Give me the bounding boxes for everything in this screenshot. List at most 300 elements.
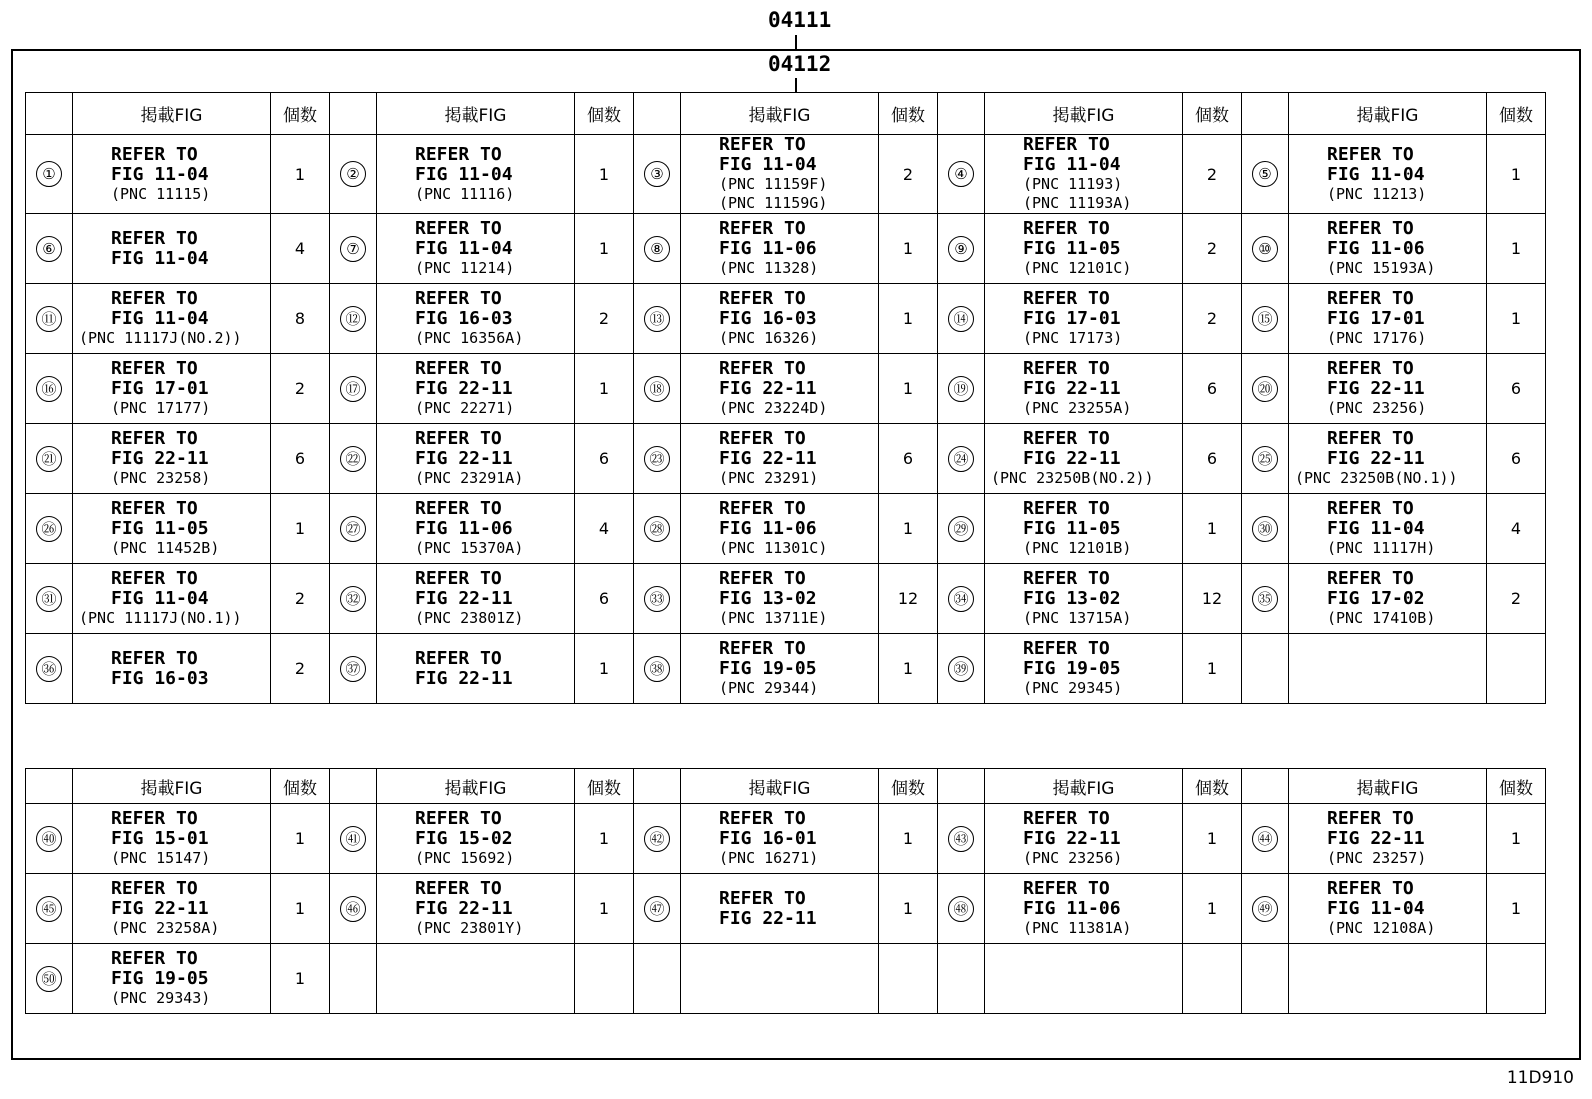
refer-to-label: REFER TO xyxy=(415,808,502,829)
reference-cell xyxy=(1289,424,1487,494)
quantity: 1 xyxy=(879,804,938,874)
pnc-code: (PNC 17410B) xyxy=(1327,609,1436,627)
pnc-code: (PNC 11115) xyxy=(111,184,211,203)
reference-cell xyxy=(681,874,879,944)
item-number-cell xyxy=(1242,874,1289,944)
pnc-code: (PNC 23224D) xyxy=(719,399,828,417)
fig-reference: FIG 19-05 xyxy=(111,968,209,989)
refer-to-label: REFER TO xyxy=(111,358,198,379)
header-number-cell xyxy=(26,93,73,135)
reference-cell xyxy=(73,135,271,214)
header-fig: 掲載FIG xyxy=(73,769,271,804)
quantity: 1 xyxy=(1487,284,1546,354)
item-number-cell xyxy=(938,354,985,424)
item-number-cell xyxy=(938,494,985,564)
reference-cell xyxy=(985,874,1183,944)
refer-to-label: REFER TO xyxy=(719,638,806,659)
item-number-cell xyxy=(634,214,681,284)
quantity: 6 xyxy=(879,424,938,494)
pnc-code: (PNC 15370A) xyxy=(415,539,524,557)
fig-reference: FIG 22-11 xyxy=(415,378,513,399)
quantity: 1 xyxy=(879,494,938,564)
item-number-badge: ㊺ xyxy=(36,896,62,922)
reference-cell xyxy=(1289,284,1487,354)
fig-reference: FIG 11-06 xyxy=(1023,898,1121,919)
item-number-cell xyxy=(330,135,377,214)
fig-reference: FIG 16-03 xyxy=(415,308,513,329)
quantity: 1 xyxy=(271,874,330,944)
header-number-cell xyxy=(938,93,985,135)
item-number-cell xyxy=(26,284,73,354)
pnc-code: (PNC 13711E) xyxy=(719,609,828,627)
pnc-code: (PNC 23801Z) xyxy=(415,609,524,627)
item-number-cell xyxy=(938,944,985,1014)
quantity: 1 xyxy=(1487,874,1546,944)
quantity: 8 xyxy=(271,284,330,354)
refer-to-label: REFER TO xyxy=(1023,358,1110,379)
header-number-cell xyxy=(330,769,377,804)
refer-to-label: REFER TO xyxy=(1327,498,1414,519)
fig-reference: FIG 22-11 xyxy=(111,898,209,919)
quantity: 1 xyxy=(1487,804,1546,874)
fig-reference: FIG 11-04 xyxy=(111,308,209,329)
quantity: 6 xyxy=(1183,424,1242,494)
item-number-badge: ⑤ xyxy=(1252,161,1278,187)
reference-cell xyxy=(1289,214,1487,284)
item-number-badge: ㊾ xyxy=(1252,896,1278,922)
item-number-cell xyxy=(634,634,681,704)
refer-to-label: REFER TO xyxy=(1023,498,1110,519)
quantity: 1 xyxy=(271,135,330,214)
header-qty: 個数 xyxy=(271,93,330,135)
fig-reference: FIG 16-01 xyxy=(719,828,817,849)
reference-cell xyxy=(73,424,271,494)
reference-table-1 xyxy=(25,92,1546,704)
pnc-code: (PNC 11213) xyxy=(1327,184,1427,203)
quantity: 1 xyxy=(1183,874,1242,944)
fig-reference: FIG 22-11 xyxy=(1023,828,1121,849)
refer-to-label: REFER TO xyxy=(415,568,502,589)
refer-to-label: REFER TO xyxy=(111,143,198,165)
item-number-badge: ㉒ xyxy=(340,446,366,472)
header-number-cell xyxy=(634,93,681,135)
item-number-badge: ㊽ xyxy=(948,896,974,922)
reference-cell xyxy=(1289,634,1487,704)
header-number-cell xyxy=(26,769,73,804)
header-qty: 個数 xyxy=(271,769,330,804)
part-number-top: 04111 xyxy=(768,8,832,32)
fig-reference: FIG 16-03 xyxy=(111,667,209,689)
fig-reference: FIG 11-05 xyxy=(1023,518,1121,539)
reference-cell xyxy=(377,634,575,704)
refer-to-label: REFER TO xyxy=(719,358,806,379)
refer-to-label: REFER TO xyxy=(1327,358,1414,379)
fig-reference: FIG 22-11 xyxy=(415,588,513,609)
header-fig: 掲載FIG xyxy=(1289,769,1487,804)
quantity: 1 xyxy=(1183,494,1242,564)
fig-reference: FIG 22-11 xyxy=(1023,448,1121,469)
item-number-cell xyxy=(1242,944,1289,1014)
header-row xyxy=(26,769,1546,804)
header-fig: 掲載FIG xyxy=(377,769,575,804)
refer-to-label: REFER TO xyxy=(1327,218,1414,239)
fig-reference: FIG 11-04 xyxy=(1327,518,1425,539)
item-number-badge: ㉟ xyxy=(1252,586,1278,612)
pnc-code: (PNC 29344) xyxy=(719,679,819,697)
fig-reference: FIG 11-04 xyxy=(719,154,817,175)
pnc-code: (PNC 11117H) xyxy=(1327,539,1436,557)
item-number-cell xyxy=(26,874,73,944)
refer-to-label: REFER TO xyxy=(415,358,502,379)
quantity: 2 xyxy=(879,135,938,214)
reference-cell xyxy=(377,874,575,944)
refer-to-label: REFER TO xyxy=(1023,808,1110,829)
refer-to-label: REFER TO xyxy=(719,134,806,155)
reference-cell xyxy=(985,284,1183,354)
reference-cell xyxy=(985,424,1183,494)
fig-reference: FIG 22-11 xyxy=(719,448,817,469)
fig-reference: FIG 11-06 xyxy=(415,518,513,539)
refer-to-label: REFER TO xyxy=(1023,218,1110,239)
fig-reference: FIG 22-11 xyxy=(1327,828,1425,849)
header-qty: 個数 xyxy=(575,93,634,135)
quantity: 2 xyxy=(1183,284,1242,354)
header-row xyxy=(26,93,1546,135)
pnc-code: (PNC 11117J(NO.1)) xyxy=(79,609,242,627)
header-number-cell xyxy=(634,769,681,804)
item-number-cell xyxy=(634,284,681,354)
table-row xyxy=(26,284,1546,354)
item-number-badge: ㉔ xyxy=(948,446,974,472)
quantity: 4 xyxy=(271,214,330,284)
refer-to-label: REFER TO xyxy=(1023,288,1110,309)
pnc-code: (PNC 11117J(NO.2)) xyxy=(79,329,242,347)
item-number-cell xyxy=(1242,494,1289,564)
refer-to-label: REFER TO xyxy=(111,647,198,669)
quantity: 6 xyxy=(1487,354,1546,424)
reference-cell xyxy=(681,354,879,424)
fig-reference: FIG 13-02 xyxy=(719,588,817,609)
item-number-cell xyxy=(330,354,377,424)
fig-reference: FIG 11-04 xyxy=(111,588,209,609)
quantity: 1 xyxy=(575,804,634,874)
reference-cell xyxy=(1289,944,1487,1014)
item-number-badge: ⑬ xyxy=(644,306,670,332)
item-number-cell xyxy=(634,944,681,1014)
table-row xyxy=(26,214,1546,284)
item-number-cell xyxy=(634,135,681,214)
quantity: 12 xyxy=(1183,564,1242,634)
item-number-badge: ⑭ xyxy=(948,306,974,332)
reference-cell xyxy=(1289,354,1487,424)
item-number-badge: ④ xyxy=(948,161,974,187)
item-number-cell xyxy=(634,804,681,874)
quantity: 1 xyxy=(1183,804,1242,874)
reference-cell xyxy=(377,944,575,1014)
reference-cell xyxy=(73,284,271,354)
pnc-code: (PNC 11301C) xyxy=(719,539,828,557)
item-number-cell xyxy=(330,944,377,1014)
pnc-code: (PNC 15692) xyxy=(415,849,515,867)
header-qty: 個数 xyxy=(879,769,938,804)
item-number-badge: ⑫ xyxy=(340,306,366,332)
reference-cell xyxy=(1289,874,1487,944)
fig-reference: FIG 16-03 xyxy=(719,308,817,329)
quantity: 1 xyxy=(271,944,330,1014)
item-number-cell xyxy=(1242,354,1289,424)
reference-cell xyxy=(377,354,575,424)
quantity: 6 xyxy=(271,424,330,494)
fig-reference: FIG 11-04 xyxy=(111,163,209,185)
reference-cell xyxy=(1289,804,1487,874)
table-row xyxy=(26,874,1546,944)
quantity: 1 xyxy=(575,214,634,284)
header-qty: 個数 xyxy=(575,769,634,804)
header-fig: 掲載FIG xyxy=(1289,93,1487,135)
item-number-badge: ㊵ xyxy=(36,826,62,852)
quantity: 4 xyxy=(1487,494,1546,564)
reference-cell xyxy=(1289,494,1487,564)
table-row xyxy=(26,424,1546,494)
item-number-badge: ㉖ xyxy=(36,516,62,542)
fig-reference: FIG 22-11 xyxy=(1327,448,1425,469)
fig-reference: FIG 11-04 xyxy=(1327,163,1425,185)
fig-reference: FIG 11-05 xyxy=(111,518,209,539)
illustration-code: 11D910 xyxy=(1506,1068,1574,1088)
fig-reference: FIG 11-04 xyxy=(1023,154,1121,175)
pnc-code: (PNC 17177) xyxy=(111,399,211,417)
reference-cell xyxy=(985,634,1183,704)
quantity: 1 xyxy=(575,354,634,424)
item-number-badge: ㊴ xyxy=(948,656,974,682)
pnc-code: (PNC 23250B(NO.2)) xyxy=(991,469,1154,487)
reference-cell xyxy=(73,634,271,704)
pnc-code: (PNC 23255A) xyxy=(1023,399,1132,417)
pnc-code: (PNC 23258) xyxy=(111,469,211,487)
reference-cell xyxy=(985,214,1183,284)
reference-cell xyxy=(73,804,271,874)
fig-reference: FIG 11-06 xyxy=(719,238,817,259)
item-number-cell xyxy=(938,804,985,874)
quantity: 2 xyxy=(1487,564,1546,634)
item-number-cell xyxy=(634,424,681,494)
pnc-code: (PNC 17176) xyxy=(1327,329,1427,347)
pnc-code: (PNC 23291A) xyxy=(415,469,524,487)
pnc-code: (PNC 22271) xyxy=(415,399,515,417)
item-number-badge: ㉝ xyxy=(644,586,670,612)
header-qty: 個数 xyxy=(1183,93,1242,135)
quantity: 6 xyxy=(1183,354,1242,424)
pnc-code: (PNC 13715A) xyxy=(1023,609,1132,627)
refer-to-label: REFER TO xyxy=(719,808,806,829)
fig-reference: FIG 17-02 xyxy=(1327,588,1425,609)
item-number-cell xyxy=(634,874,681,944)
pnc-code: (PNC 23256) xyxy=(1023,849,1123,867)
item-number-cell xyxy=(330,494,377,564)
item-number-cell xyxy=(938,564,985,634)
item-number-cell xyxy=(938,135,985,214)
item-number-cell xyxy=(26,564,73,634)
item-number-cell xyxy=(330,284,377,354)
fig-reference: FIG 11-05 xyxy=(1023,238,1121,259)
fig-reference: FIG 17-01 xyxy=(1327,308,1425,329)
refer-to-label: REFER TO xyxy=(1327,568,1414,589)
pnc-code: (PNC 29345) xyxy=(1023,679,1123,697)
pnc-code: (PNC 12101C) xyxy=(1023,259,1132,277)
quantity: 2 xyxy=(1183,135,1242,214)
refer-to-label: REFER TO xyxy=(719,887,806,909)
item-number-badge: ㊻ xyxy=(340,896,366,922)
header-number-cell xyxy=(938,769,985,804)
quantity: 2 xyxy=(575,284,634,354)
item-number-badge: ㉓ xyxy=(644,446,670,472)
refer-to-label: REFER TO xyxy=(415,647,502,669)
header-fig: 掲載FIG xyxy=(985,93,1183,135)
fig-reference: FIG 17-01 xyxy=(1023,308,1121,329)
fig-reference: FIG 13-02 xyxy=(1023,588,1121,609)
item-number-badge: ⑩ xyxy=(1252,236,1278,262)
fig-reference: FIG 22-11 xyxy=(111,448,209,469)
reference-cell xyxy=(985,804,1183,874)
pnc-code: (PNC 11452B) xyxy=(111,539,220,557)
pnc-code: (PNC 16271) xyxy=(719,849,819,867)
item-number-cell xyxy=(1242,135,1289,214)
refer-to-label: REFER TO xyxy=(719,498,806,519)
item-number-cell xyxy=(330,804,377,874)
item-number-badge: ㊹ xyxy=(1252,826,1278,852)
header-qty: 個数 xyxy=(1183,769,1242,804)
reference-cell xyxy=(73,214,271,284)
item-number-cell xyxy=(1242,284,1289,354)
quantity: 12 xyxy=(879,564,938,634)
item-number-badge: ㊳ xyxy=(644,656,670,682)
item-number-badge: ⑳ xyxy=(1252,376,1278,402)
item-number-badge: ⑪ xyxy=(36,306,62,332)
pnc-code: (PNC 23801Y) xyxy=(415,919,524,937)
item-number-cell xyxy=(26,354,73,424)
item-number-badge: ㊼ xyxy=(644,896,670,922)
refer-to-label: REFER TO xyxy=(1327,808,1414,829)
refer-to-label: REFER TO xyxy=(415,288,502,309)
reference-cell xyxy=(73,564,271,634)
item-number-badge: ㊲ xyxy=(340,656,366,682)
item-number-badge: ㊱ xyxy=(36,656,62,682)
item-number-cell xyxy=(938,284,985,354)
quantity xyxy=(1487,634,1546,704)
item-number-badge: ⑥ xyxy=(36,236,62,262)
item-number-cell xyxy=(1242,424,1289,494)
header-number-cell xyxy=(1242,93,1289,135)
reference-cell xyxy=(1289,564,1487,634)
refer-to-label: REFER TO xyxy=(111,288,198,309)
quantity: 2 xyxy=(271,564,330,634)
pnc-code: (PNC 15193A) xyxy=(1327,259,1436,277)
item-number-cell xyxy=(26,944,73,1014)
fig-reference: FIG 11-04 xyxy=(111,247,209,269)
refer-to-label: REFER TO xyxy=(719,428,806,449)
pnc-code: (PNC 16356A) xyxy=(415,329,524,347)
item-number-badge: ㉚ xyxy=(1252,516,1278,542)
reference-cell xyxy=(377,135,575,214)
quantity: 1 xyxy=(1183,634,1242,704)
leader-line xyxy=(795,78,797,92)
fig-reference: FIG 11-06 xyxy=(1327,238,1425,259)
item-number-cell xyxy=(26,135,73,214)
refer-to-label: REFER TO xyxy=(111,428,198,449)
table-row xyxy=(26,944,1546,1014)
item-number-badge: ⑦ xyxy=(340,236,366,262)
quantity: 4 xyxy=(575,494,634,564)
fig-reference: FIG 11-04 xyxy=(415,163,513,185)
item-number-cell xyxy=(330,214,377,284)
header-number-cell xyxy=(330,93,377,135)
item-number-badge: ⑨ xyxy=(948,236,974,262)
part-number-inner: 04112 xyxy=(768,52,832,76)
item-number-cell xyxy=(330,424,377,494)
refer-to-label: REFER TO xyxy=(1023,878,1110,899)
header-fig: 掲載FIG xyxy=(681,769,879,804)
pnc-code: (PNC 23291) xyxy=(719,469,819,487)
quantity: 2 xyxy=(271,354,330,424)
fig-reference: FIG 22-11 xyxy=(1023,378,1121,399)
refer-to-label: REFER TO xyxy=(1327,143,1414,165)
item-number-badge: ㉞ xyxy=(948,586,974,612)
quantity: 1 xyxy=(879,874,938,944)
item-number-cell xyxy=(26,804,73,874)
header-fig: 掲載FIG xyxy=(377,93,575,135)
quantity: 2 xyxy=(1183,214,1242,284)
item-number-badge: ㊶ xyxy=(340,826,366,852)
pnc-code: (PNC 17173) xyxy=(1023,329,1123,347)
refer-to-label: REFER TO xyxy=(1023,568,1110,589)
table-row xyxy=(26,135,1546,214)
reference-cell xyxy=(681,424,879,494)
refer-to-label: REFER TO xyxy=(1327,428,1414,449)
refer-to-label: REFER TO xyxy=(1327,878,1414,899)
reference-cell xyxy=(681,944,879,1014)
quantity: 1 xyxy=(1487,214,1546,284)
quantity: 1 xyxy=(1487,135,1546,214)
header-fig: 掲載FIG xyxy=(73,93,271,135)
refer-to-label: REFER TO xyxy=(111,227,198,249)
item-number-cell xyxy=(26,214,73,284)
item-number-badge: ㉜ xyxy=(340,586,366,612)
refer-to-label: REFER TO xyxy=(1023,428,1110,449)
item-number-cell xyxy=(26,494,73,564)
quantity: 1 xyxy=(575,135,634,214)
header-number-cell xyxy=(1242,769,1289,804)
item-number-badge: ① xyxy=(36,161,62,187)
reference-cell xyxy=(73,494,271,564)
fig-reference: FIG 22-11 xyxy=(415,448,513,469)
refer-to-label: REFER TO xyxy=(111,878,198,899)
fig-reference: FIG 19-05 xyxy=(1023,658,1121,679)
quantity: 1 xyxy=(879,354,938,424)
item-number-badge: ⑲ xyxy=(948,376,974,402)
table-row xyxy=(26,634,1546,704)
refer-to-label: REFER TO xyxy=(111,498,198,519)
reference-cell xyxy=(681,804,879,874)
pnc-code: (PNC 23257) xyxy=(1327,849,1427,867)
quantity xyxy=(1487,944,1546,1014)
refer-to-label: REFER TO xyxy=(415,143,502,165)
fig-reference: FIG 22-11 xyxy=(1327,378,1425,399)
header-qty: 個数 xyxy=(1487,769,1546,804)
table-row xyxy=(26,354,1546,424)
item-number-cell xyxy=(26,424,73,494)
quantity: 1 xyxy=(879,214,938,284)
item-number-cell xyxy=(1242,564,1289,634)
